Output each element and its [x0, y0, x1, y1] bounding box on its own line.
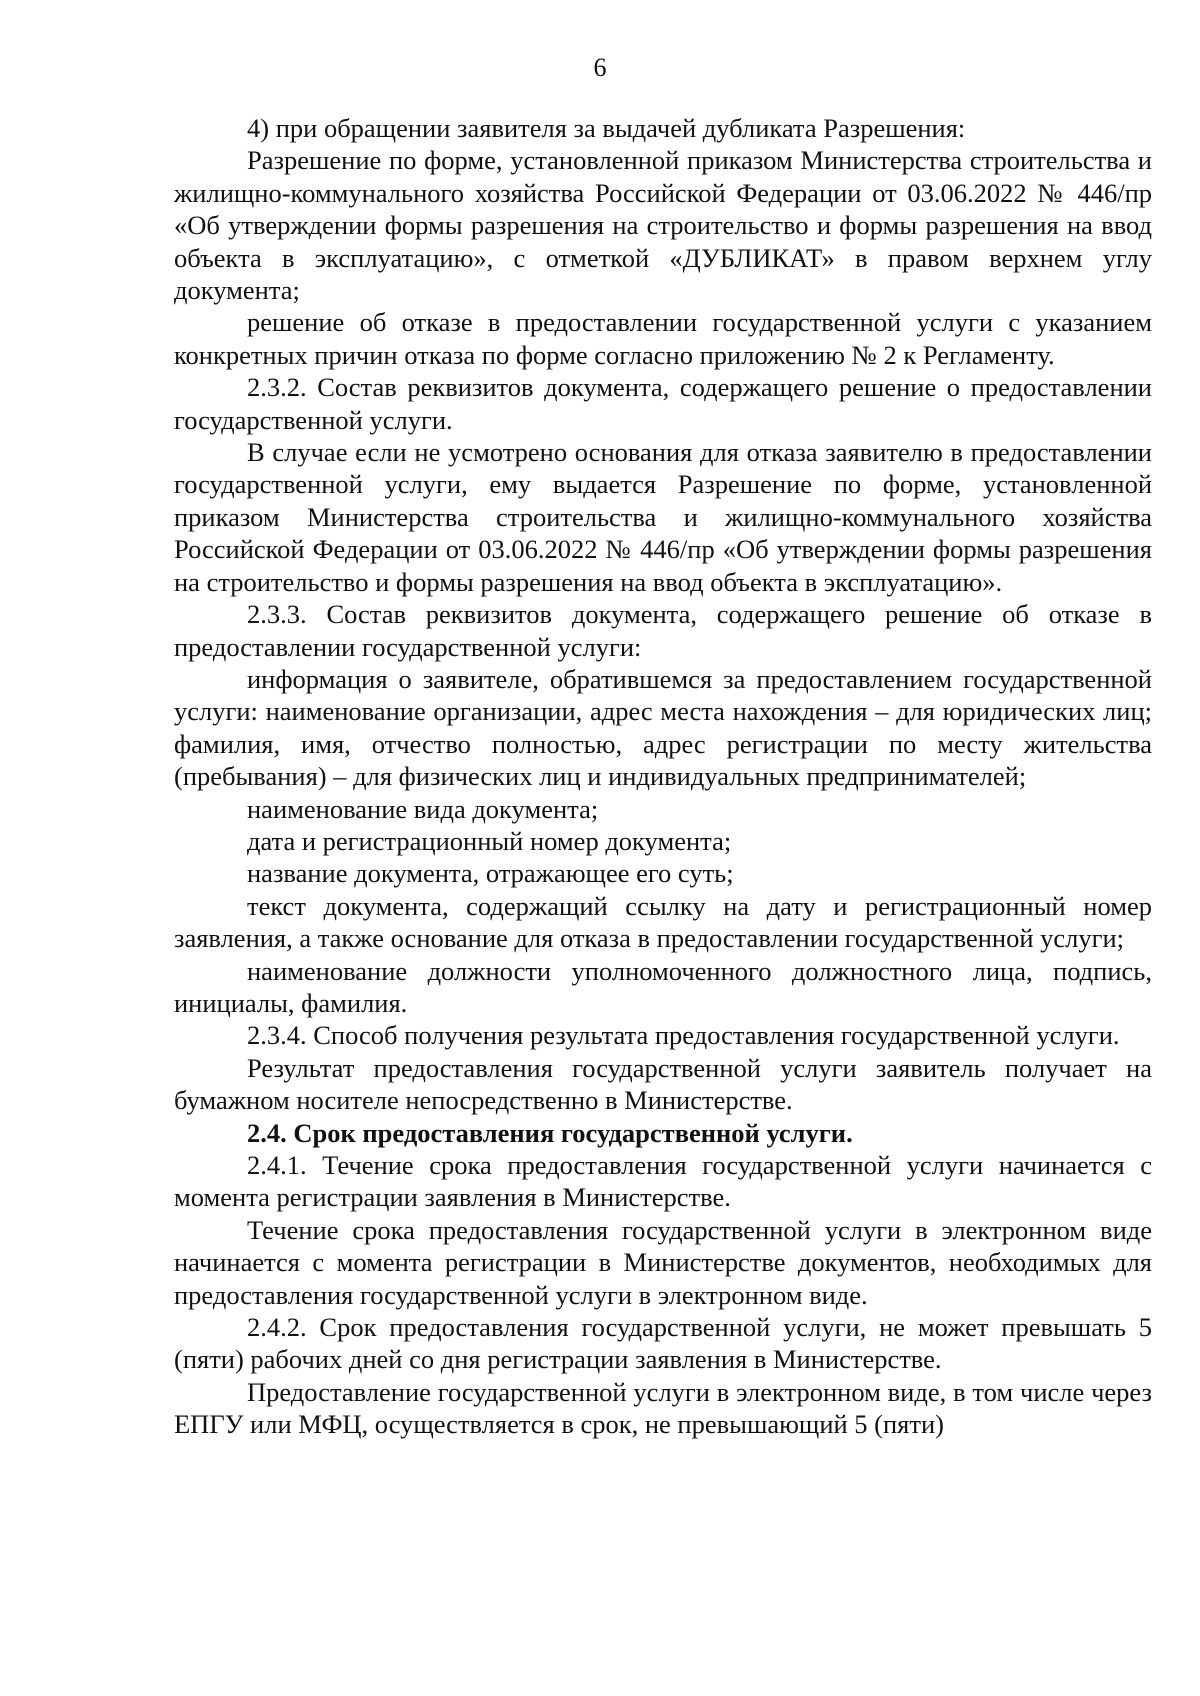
paragraph-2-4-1: 2.4.1. Течение срока предоставления государственной услуги начинается с момента регистрации заявления в Министерстве. [174, 1150, 1152, 1213]
document-body [174, 112, 1152, 1441]
paragraph-2-3-2: 2.3.2. Состав реквизитов документа, содержащего решение о предоставлении государственной услуги. [174, 372, 1152, 435]
paragraph-2-3-3: 2.3.3. Состав реквизитов документа, содержащего решение об отказе в предоставлении государственной услуги: [174, 599, 1152, 662]
page-number: 6 [593, 53, 607, 82]
paragraph-applicant-info: информация о заявителе, обратившемся за предоставлением государственной услуги: наименование организации, адрес места нахождения – для юридических лиц; фамилия, имя, отчество полностью, адрес регистрации по месту жительства (пребывания) – для физических лиц и индивидуальных предпринимателей; [174, 663, 1152, 792]
paragraph-epgu-mfc: Предоставление государственной услуги в электронном виде, в том числе через ЕПГУ или МФЦ, осуществляется в срок, не превышающий 5 (пяти) [174, 1376, 1152, 1440]
paragraph-electronic-term: Течение срока предоставления государственной услуги в электронном виде начинается с момента регистрации в Министерстве документов, необходимых для предоставления государственной услуги в электронном виде. [174, 1214, 1152, 1310]
paragraph-duplicate-permit: Разрешение по форме, установленной приказом Министерства строительства и жилищно-коммунального хозяйства Российской Федерации от 03.06.2022 № 446/пр «Об утверждении формы разрешения на строительство и формы разрешения на ввод объекта в эксплуатацию», с отметкой «ДУБЛИКАТ» в правом верхнем углу документа; [174, 145, 1152, 306]
paragraph-document-title: название документа, отражающее его суть; [247, 858, 734, 889]
paragraph-official-signature: наименование должности уполномоченного должностного лица, подпись, инициалы, фамилия. [174, 955, 1152, 1018]
paragraph-duplicate-intro: 4) при обращении заявителя за выдачей дубликата Разрешения: [247, 113, 966, 143]
paragraph-refusal-decision: решение об отказе в предоставлении государственной услуги с указанием конкретных причин отказа по форме согласно приложению № 2 к Регламенту. [174, 307, 1152, 370]
paragraph-document-date-number: дата и регистрационный номер документа; [247, 825, 732, 856]
paragraph-document-type: наименование вида документа; [247, 793, 599, 824]
paragraph-permit-issued: В случае если не усмотрено основания для отказа заявителю в предоставлении государственной услуги, ему выдается Разрешение по форме, установленной приказом Министерства строительства и жилищно-коммунального хозяйства Российской Федерации от 03.06.2022 № 446/пр «Об утверждении формы разрешения на строительство и формы разрешения на ввод объекта в эксплуатацию». [174, 437, 1152, 597]
paragraph-result-paper: Результат предоставления государственной услуги заявитель получает на бумажном носителе непосредственно в Министерстве. [174, 1052, 1152, 1116]
section-heading-2-4: 2.4. Срок предоставления государственной услуги. [247, 1117, 853, 1148]
paragraph-2-3-4: 2.3.4. Способ получения результата предоставления государственной услуги. [247, 1020, 1120, 1051]
paragraph-document-text: текст документа, содержащий ссылку на дату и регистрационный номер заявления, а также основание для отказа в предоставлении государственной услуги; [174, 890, 1152, 954]
paragraph-2-4-2: 2.4.2. Срок предоставления государственной услуги, не может превышать 5 (пяти) рабочих дней со дня регистрации заявления в Министерстве. [174, 1312, 1152, 1375]
